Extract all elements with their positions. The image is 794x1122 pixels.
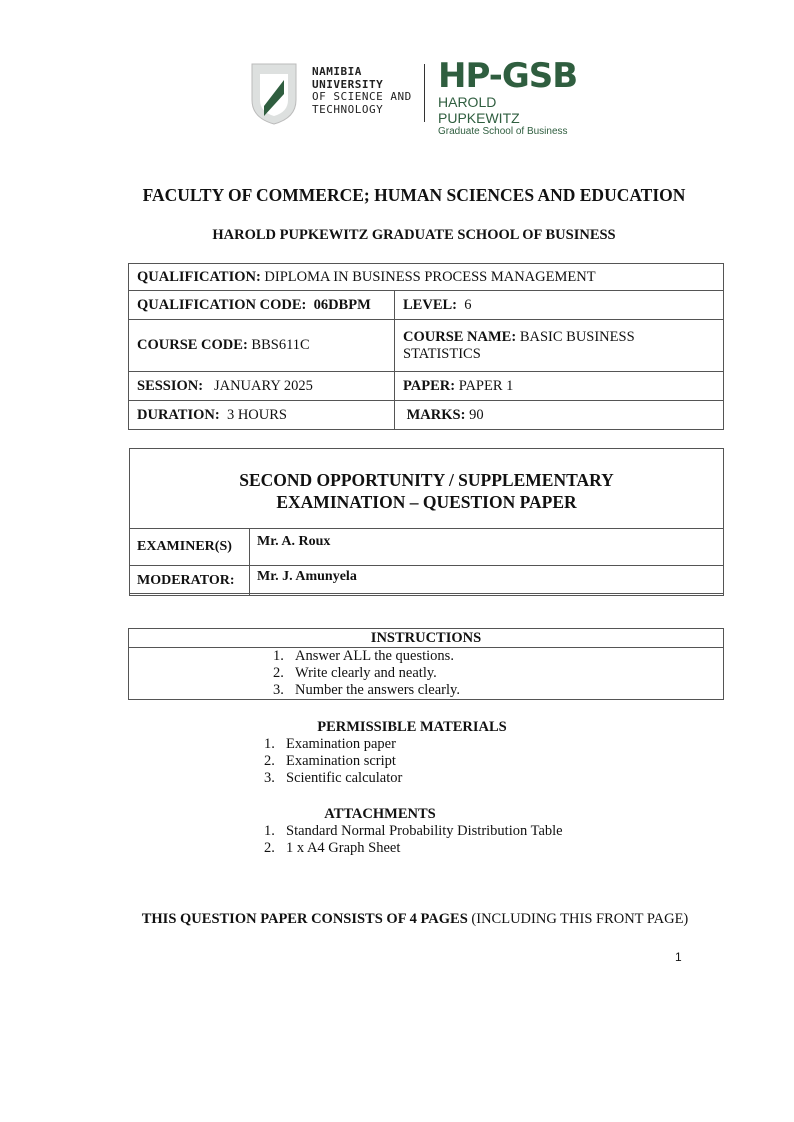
session-cell: SESSION: JANUARY 2025 [129,372,395,401]
list-item: 2. 1 x A4 Graph Sheet [264,840,401,856]
hpgsb-line2: Graduate School of Business [438,126,568,137]
examiner-table [129,528,724,596]
nust-line: UNIVERSITY [312,77,384,91]
instructions-title: INSTRUCTIONS [129,629,723,648]
moderator-label: MODERATOR: [130,566,250,596]
logo-divider [424,64,425,122]
paper-cell: PAPER: PAPER 1 [395,372,724,401]
qual-code-cell: QUALIFICATION CODE: 06DBPM [129,291,395,320]
list-item: 2. Write clearly and neatly. [273,665,437,681]
examiner-label: EXAMINER(S) [130,529,250,566]
school-heading: HAROLD PUPKEWITZ GRADUATE SCHOOL OF BUSINESS [212,227,616,243]
page-count-note: THIS QUESTION PAPER CONSISTS OF 4 PAGES (INCLUDING THIS FRONT PAGE) [141,911,689,927]
marks-cell: MARKS: 90 [395,401,724,430]
hpgsb-logo [438,58,578,138]
nust-line: OF SCIENCE AND [312,90,412,103]
list-item: 2. Examination script [264,753,396,769]
list-item: 3. Number the answers clearly. [273,682,460,698]
list-item: 1. Standard Normal Probability Distribution Table [264,823,563,839]
instructions-list [273,648,460,699]
course-name-cell: COURSE NAME: BASIC BUSINESS STATISTICS [395,320,724,372]
qualification-cell: QUALIFICATION: DIPLOMA IN BUSINESS PROCESS MANAGEMENT [129,264,724,291]
page-number: 1 [675,950,682,964]
list-item: 1. Examination paper [264,736,396,752]
list-item: 3. Scientific calculator [264,770,403,786]
duration-cell: DURATION: 3 HOURS [129,401,395,430]
hpgsb-wordmark: HP-GSB [438,56,578,96]
nust-line: TECHNOLOGY [312,102,384,116]
examiner-name: Mr. A. Roux [250,529,724,566]
moderator-name: Mr. J. Amunyela [250,566,724,596]
materials-title: PERMISSIBLE MATERIALS [317,719,507,735]
materials-list [264,736,402,787]
attachments-list [264,823,563,857]
course-code-cell: COURSE CODE: BBS611C [129,320,395,372]
exam-box [129,448,724,594]
qualification-table [128,263,724,430]
nust-shield-icon [246,60,302,126]
instructions-box [128,628,724,700]
faculty-heading: FACULTY OF COMMERCE; HUMAN SCIENCES AND EDUCATION [142,185,686,205]
attachments-title: ATTACHMENTS [324,806,436,822]
nust-line: NAMIBIA [312,65,362,78]
list-item: 1. Answer ALL the questions. [273,648,454,664]
level-cell: LEVEL: 6 [395,291,724,320]
hpgsb-line1: HAROLD PUPKEWITZ [438,94,520,126]
exam-title: SECOND OPPORTUNITY / SUPPLEMENTARY EXAMINATION – QUESTION PAPER [239,470,614,512]
nust-logo [246,60,426,126]
